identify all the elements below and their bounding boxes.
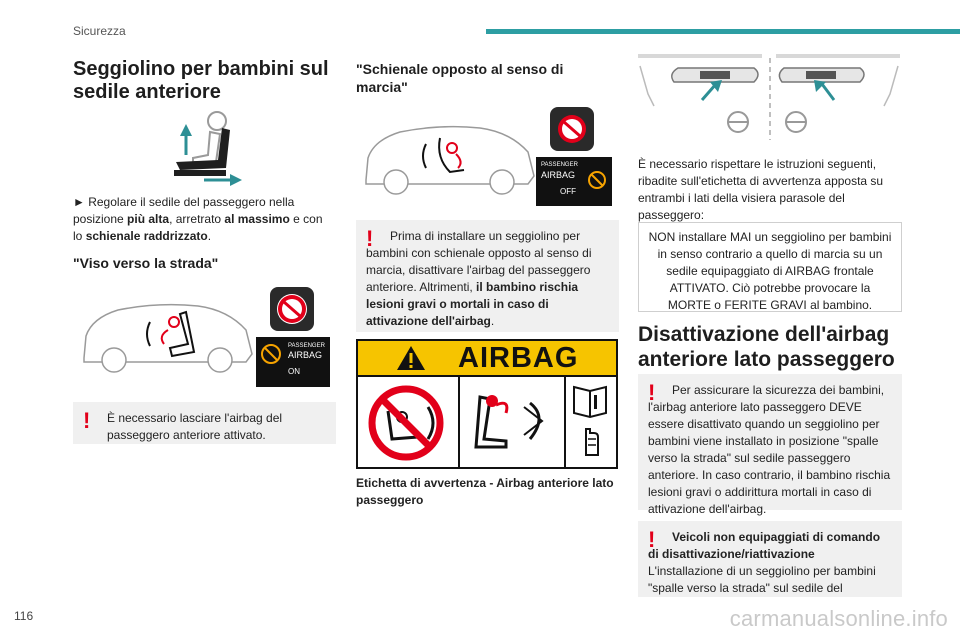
no-rear-facing-pictogram (358, 377, 460, 467)
car-rear-facing-illustration (360, 118, 540, 198)
sticker-header: AIRBAG (358, 341, 616, 377)
seat-adjust-instruction: ► Regolare il sedile del passeggero nella posizione più alta, arretrato al massimo e con lo schienale raddrizzato. (73, 195, 323, 243)
read-manual-pictogram (566, 377, 616, 467)
figure-caption: Etichetta di avvertenza - Airbag anteriore lato passeggero (356, 476, 614, 507)
airbag-off-symbol-icon (260, 343, 282, 365)
warning-triangle-icon (396, 345, 426, 371)
instructions-intro: È necessario rispettare le istruzioni seguenti, ribadite sull'etichetta di avvertenza apposta su entrambi i lati della visiera parasole del passeggero: (638, 157, 884, 222)
page-title: Seggiolino per bambini sul sedile anteriore (73, 58, 329, 103)
airbag-deactivated-icon (586, 169, 608, 191)
airbag-warning-sticker (356, 339, 618, 469)
sun-visor-label-illustration (638, 50, 900, 146)
no-child-seat-icon (358, 377, 458, 467)
rear-facing-warning: ! Prima di installare un seggiolino per bambini con schienale opposto al senso di marcia, disattivare l'airbag del passeggero anteriore. Altrimenti, il bambino rischia lesioni gravi o mortali in caso di attivazione dell'airbag. (356, 220, 619, 332)
deactivation-warning: ! Per assicurare la sicurezza dei bambini, l'airbag anteriore lato passeggero DEVE essere disattivato quando un seggiolino per bambini viene installato in posizione "spalle verso la strada" sul sedile passeggero anteriore. In caso contrario, il bambino rischia lesioni gravi o addirittura mortali in caso di attivazione dell'airbag. (638, 374, 902, 510)
airbag-warning-badge (270, 287, 314, 331)
warning-icon: ! (83, 408, 91, 433)
prohibition-icon (270, 287, 314, 331)
watermark: carmanualsonline.info (729, 606, 948, 631)
warning-icon: ! (648, 380, 656, 405)
manual-book-icon (566, 377, 616, 467)
deactivation-heading: Disattivazione dell'airbag anteriore lato passeggero (638, 323, 895, 371)
seat-airbag-icon (460, 377, 564, 467)
rear-facing-heading: "Schienale opposto al senso di marcia" (356, 61, 564, 95)
prohibition-icon (550, 107, 594, 151)
warning-icon: ! (366, 226, 374, 251)
safety-notice-box: NON installare MAI un seggiolino per bambini in senso contrario a quello di marcia su un sedile equipaggiato di AIRBAG frontale ATTIVATO. Ciò potrebbe provocare la MORTE o FERITE GRAVI al bambino. (638, 222, 902, 312)
forward-facing-warning: ! È necessario lasciare l'airbag del passeggero anteriore attivato. (73, 402, 336, 444)
airbag-off-label: PASSENGER AIRBAG OFF (536, 157, 612, 206)
airbag-on-label: PASSENGER AIRBAG ON (256, 337, 330, 387)
warning-icon: ! (648, 527, 656, 552)
section-label: Sicurezza (73, 24, 126, 38)
forward-facing-heading: "Viso verso la strada" (73, 255, 219, 271)
car-forward-facing-illustration (78, 296, 258, 376)
seat-adjust-illustration (158, 110, 248, 188)
airbag-warning-badge-2 (550, 107, 594, 151)
section-accent-bar (486, 29, 960, 34)
seat-airbag-pictogram (460, 377, 566, 467)
vehicles-without-switch-warning: ! Veicoli non equipaggiati di comando di disattivazione/riattivazione L'installazione di un seggiolino per bambini "spalle verso la strada" sul sedile del (638, 521, 902, 597)
page-number: 116 (14, 609, 34, 623)
